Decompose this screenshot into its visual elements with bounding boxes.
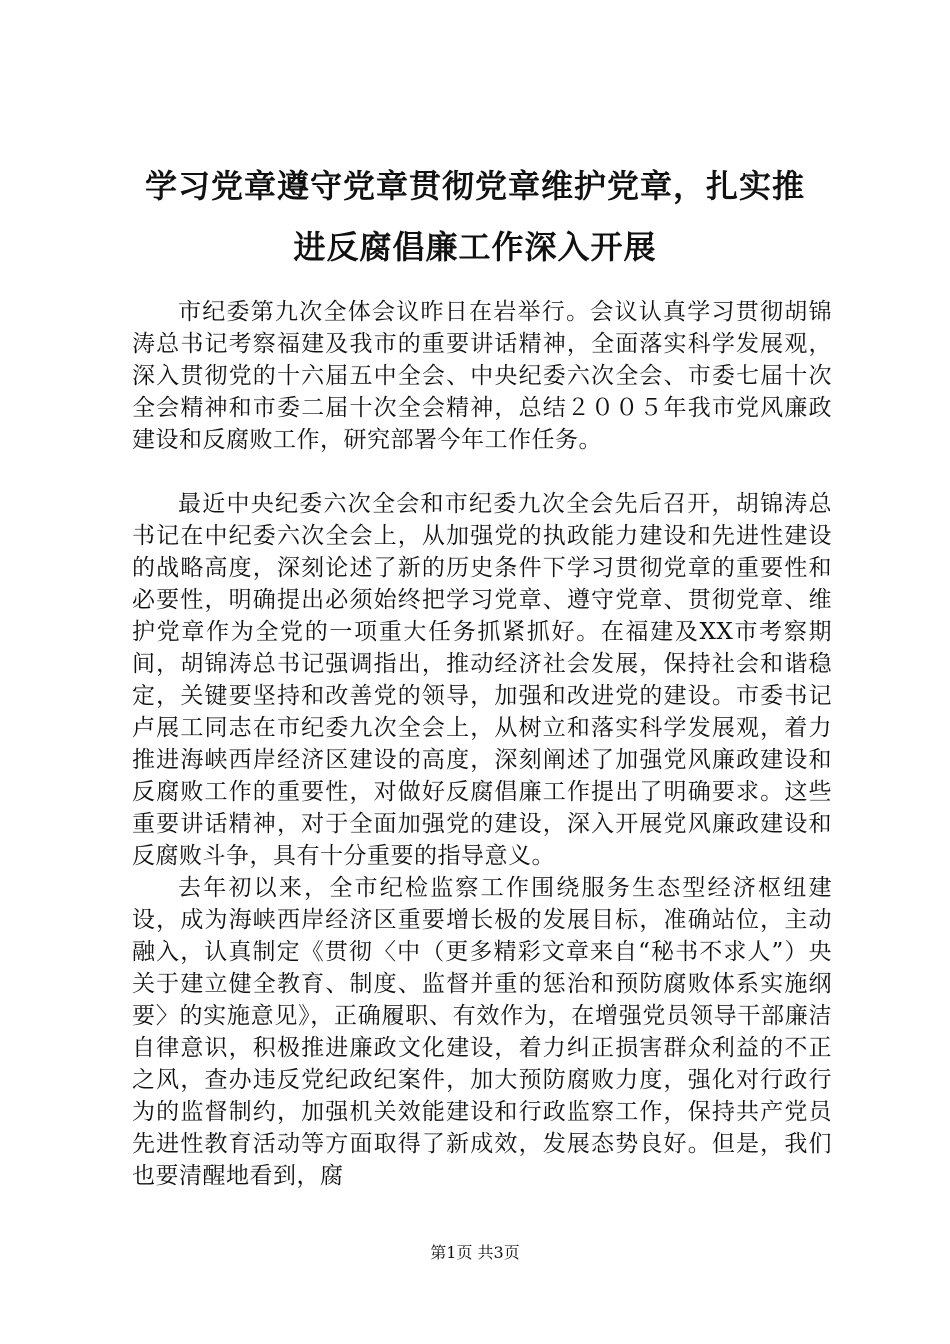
page-footer: 第1页 共3页	[430, 1243, 520, 1262]
document-title-line-2: 进反腐倡廉工作深入开展	[293, 228, 657, 266]
paragraph-3: 去年初以来，全市纪检监察工作围绕服务生态型经济枢纽建设，成为海峡西岸经济区重要增长极的发展目标，准确站位，主动融入，认真制定《贯彻〈中（更多精彩文章来自“秘书不求人”）央关于建立健全教育、制度、监督并重的惩治和预防腐败体系实施纲要〉的实施意见》，正确履职、有效作为，在增强党员领导干部廉洁自律意识，积极推进廉政文化建设，着力纠正损害群众利益的不正之风，查办违反党纪政纪案件，加大预防腐败力度，强化对行政行为的监督制约，加强机关效能建设和行政监察工作，保持共产党员先进性教育活动等方面取得了新成效，发展态势良好。但是，我们也要清醒地看到，腐	[132, 875, 832, 1189]
paragraph-1: 市纪委第九次全体会议昨日在岩举行。会议认真学习贯彻胡锦涛总书记考察福建及我市的重要讲话精神，全面落实科学发展观，深入贯彻党的十六届五中全会、中央纪委六次全会、市委七届十次全会精神和市委二届十次全会精神，总结２００５年我市党风廉政建设和反腐败工作，研究部署今年工作任务。	[132, 299, 832, 453]
document-title-line-1: 学习党章遵守党章贯彻党章维护党章，扎实推	[144, 167, 805, 205]
document-body	[132, 296, 832, 1192]
paragraph-spacer	[132, 456, 832, 488]
paragraph-2: 最近中央纪委六次全会和市纪委九次全会先后召开，胡锦涛总书记在中纪委六次全会上，从加强党的执政能力建设和先进性建设的战略高度，深刻论述了新的历史条件下学习贯彻党章的重要性和必要性，明确提出必须始终把学习党章、遵守党章、贯彻党章、维护党章作为全党的一项重大任务抓紧抓好。在福建及XX市考察期间，胡锦涛总书记强调指出，推动经济社会发展，保持社会和谐稳定，关键要坚持和改善党的领导，加强和改进党的建设。市委书记卢展工同志在市纪委九次全会上，从树立和落实科学发展观，着力推进海峡西岸经济区建设的高度，深刻阐述了加强党风廉政建设和反腐败工作的重要性，对做好反腐倡廉工作提出了明确要求。这些重要讲话精神，对于全面加强党的建设，深入开展党风廉政建设和反腐败斗争，具有十分重要的指导意义。	[132, 491, 832, 869]
